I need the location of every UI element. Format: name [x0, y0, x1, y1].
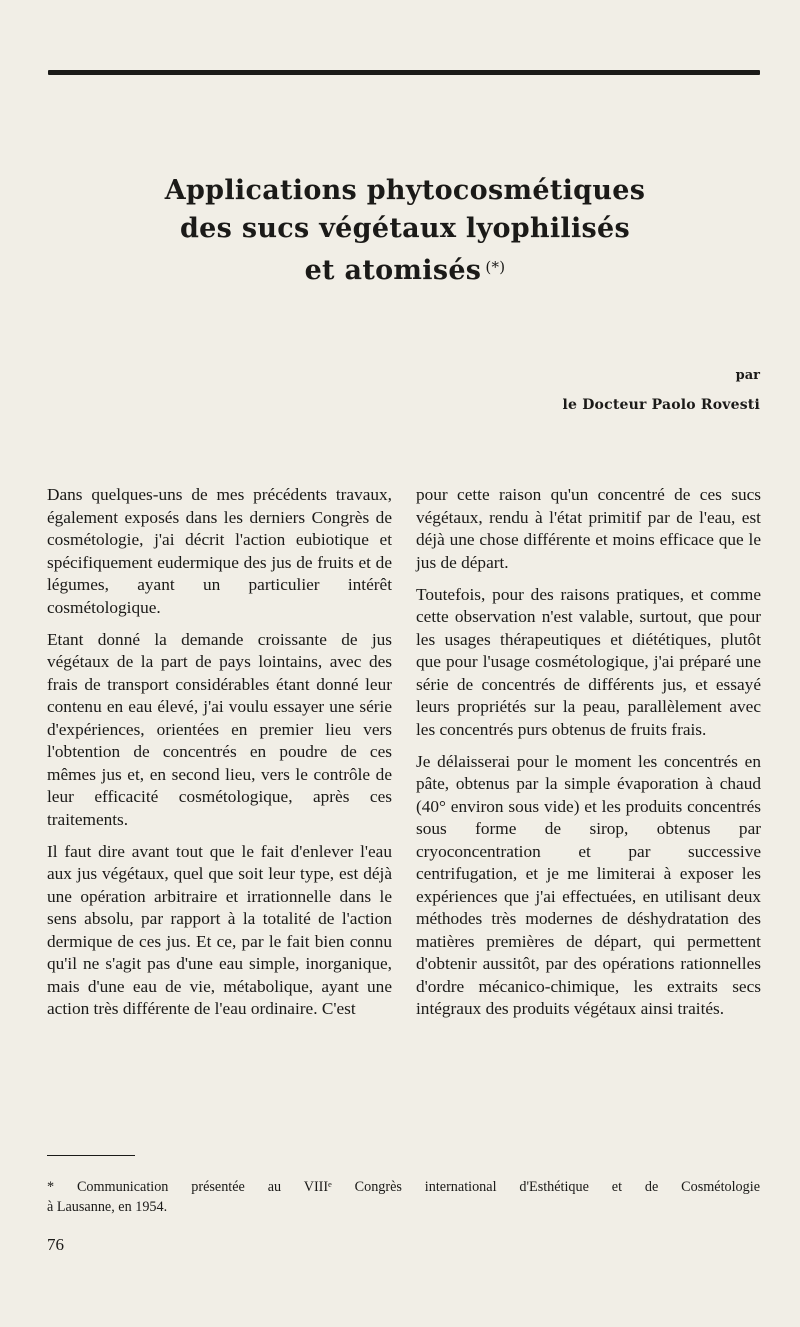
footnote-line-1: * Communication présentée au VIIIᵉ Congrès international d'Esthétique et de Cosmétologie [47, 1179, 760, 1195]
right-column [416, 484, 761, 1030]
top-rule [48, 70, 760, 75]
title-line-2: des sucs végétaux lyophilisés [179, 213, 631, 244]
author-byline: le Docteur Paolo Rovesti [562, 397, 760, 413]
paragraph: pour cette raison qu'un concentré de ces sucs végétaux, rendu à l'état primitif par de l'eau, est déjà une chose différente et moins efficace que le jus de départ. [416, 485, 761, 572]
paragraph: Je délaisserai pour le moment les concentrés en pâte, obtenus par la simple évaporation à chaud (40° environ sous vide) et les produits concentrés sous forme de sirop, obtenus par cryoconcentration et par successive centrifugation, et je me limiterai à exposer les expériences que j'ai effectuées, en utilisant deux méthodes très modernes de déshydratation des matières premières de départ, qui permettent d'obtenir aussitôt, par des opérations rationnelles d'ordre mécanico-chimique, les extraits secs intégraux des produits végétaux ainsi traités. [416, 751, 761, 1018]
page-number: 76 [47, 1235, 64, 1254]
paragraph: Dans quelques-uns de mes précédents travaux, également exposés dans les derniers Congrès de cosmétologie, j'ai décrit l'action eubiotique et spécifiquement eudermique des jus de fruits et de légumes, ayant un particulier intérêt cosmétologique. [47, 485, 392, 617]
footnote-divider [47, 1155, 135, 1156]
title-footnote-marker: (*) [485, 258, 506, 276]
title-line-3 [60, 248, 750, 290]
article-title [60, 172, 750, 290]
footnote [47, 1177, 760, 1217]
paragraph: Etant donné la demande croissante de jus végétaux de la part de pays lointains, avec des frais de transport considérables étant donné leur contenu en eau élevé, j'ai voulu essayer une série d'expériences, orientées en premier lieu vers l'obtention de concentrés en poudre de ces mêmes jus et, en second lieu, vers le contrôle de leur efficacité cosmétologique, après ces traitements. [47, 629, 392, 829]
paragraph: Il faut dire avant tout que le fait d'enlever l'eau aux jus végétaux, quel que soit leur type, est déjà une opération arbitraire et irrationnelle dans le sens absolu, par rapport à la totalité de l'action dermique de ces jus. Et ce, par le fait bien connu qu'il ne s'agit pas d'une eau simple, inorganique, mais d'une eau de vie, métabolique, ayant une action très différente de l'eau ordinaire. C'est [47, 841, 392, 1018]
title-line-1: Applications phytocosmétiques [164, 175, 646, 206]
footnote-line-2: à Lausanne, en 1954. [47, 1199, 168, 1215]
left-column [47, 484, 392, 1030]
title-line-3-text: et atomisés [304, 255, 482, 286]
byline-par: par [735, 368, 760, 383]
paragraph: Toutefois, pour des raisons pratiques, et comme cette observation n'est valable, surtout, que pour les usages thérapeutiques et diététiques, plutôt que pour l'usage cosmétologique, j'ai préparé une série de concentrés de différents jus, et essayé leurs propriétés sur la peau, parallèlement avec les concentrés purs obtenus de fruits frais. [416, 584, 761, 739]
